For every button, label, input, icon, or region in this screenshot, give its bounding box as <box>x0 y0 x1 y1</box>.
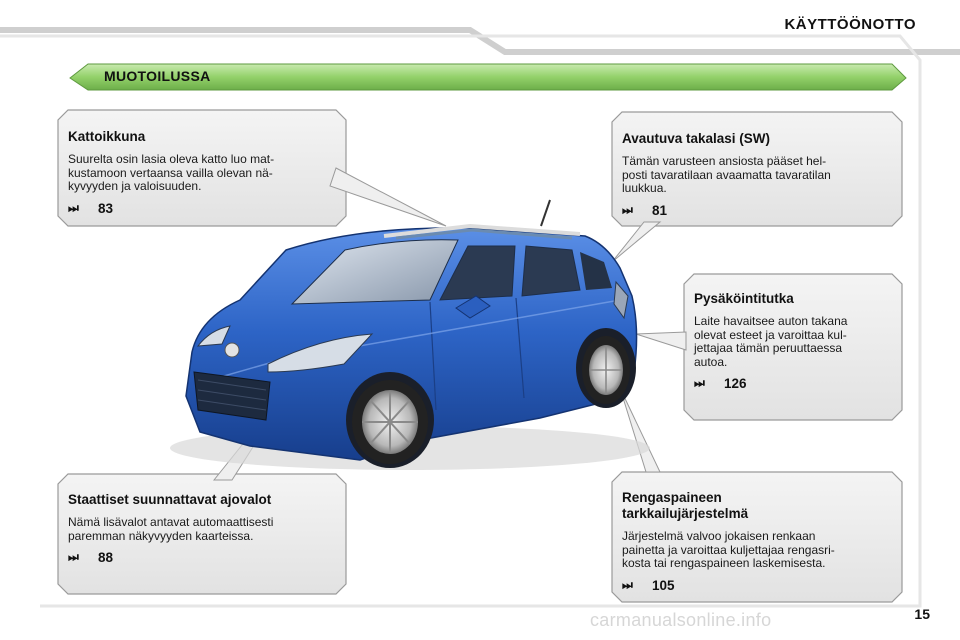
page-ref-number: 81 <box>652 202 668 218</box>
callout-text: Järjestelmä valvoo jokaisen renkaan painetta ja varoittaa kuljettajaa rengasri- kosta tai rengaspaineen laskemisesta. <box>622 529 835 570</box>
car-illustration <box>170 200 650 470</box>
page-ref-number: 126 <box>724 376 747 391</box>
callout-title: Avautuva takalasi (SW) <box>622 131 771 146</box>
callout-text: Tämän varusteen ansiosta pääset hel- posti tavaratilaan avaamatta tavaratilan luukkua. <box>622 154 831 195</box>
callout-takalasi <box>612 117 902 227</box>
page-number: 15 <box>914 606 930 622</box>
callout-text: Nämä lisävalot antavat automaattisesti paremman näkyvyyden kaarteissa. <box>68 515 274 543</box>
callout-title: Rengaspaineen tarkkailujärjestelmä <box>622 490 749 521</box>
callout-ajovalot <box>58 478 346 594</box>
page-ref-number: 105 <box>652 577 675 593</box>
callout-title: Staattiset suunnattavat ajovalot <box>68 492 272 507</box>
page-reference[interactable] <box>622 578 892 593</box>
page-reference[interactable] <box>68 550 336 565</box>
fast-forward-icon: ⏭ <box>622 202 633 217</box>
callout-kattoikkuna <box>58 115 346 225</box>
page-ref-number: 83 <box>98 200 114 216</box>
fast-forward-icon: ⏭ <box>694 376 705 390</box>
page-reference[interactable] <box>694 376 892 391</box>
callout-rengas <box>612 476 902 602</box>
callout-text: Laite havaitsee auton takana olevat esteet ja varoittaa kul- jettajaa tämän peruuttaessa autoa. <box>694 314 848 369</box>
callout-text: Suurelta osin lasia oleva katto luo mat- kustamoon vertaansa vailla olevan nä- kyvyyden ja valoisuuden. <box>68 152 275 193</box>
top-frame <box>0 30 960 52</box>
section-title: MUOTOILUSSA <box>104 68 211 84</box>
callout-title: Kattoikkuna <box>68 129 146 144</box>
page-reference[interactable] <box>622 203 892 218</box>
page-reference[interactable] <box>68 201 336 216</box>
header-title: KÄYTTÖÖNOTTO <box>784 16 916 33</box>
fast-forward-icon: ⏭ <box>622 577 633 592</box>
fast-forward-icon: ⏭ <box>68 200 79 215</box>
callout-title: Pysäköintitutka <box>694 291 794 306</box>
fast-forward-icon: ⏭ <box>68 550 79 564</box>
page-ref-number: 88 <box>98 550 114 565</box>
watermark: carmanualsonline.info <box>590 610 772 630</box>
callout-tutka <box>684 277 902 419</box>
